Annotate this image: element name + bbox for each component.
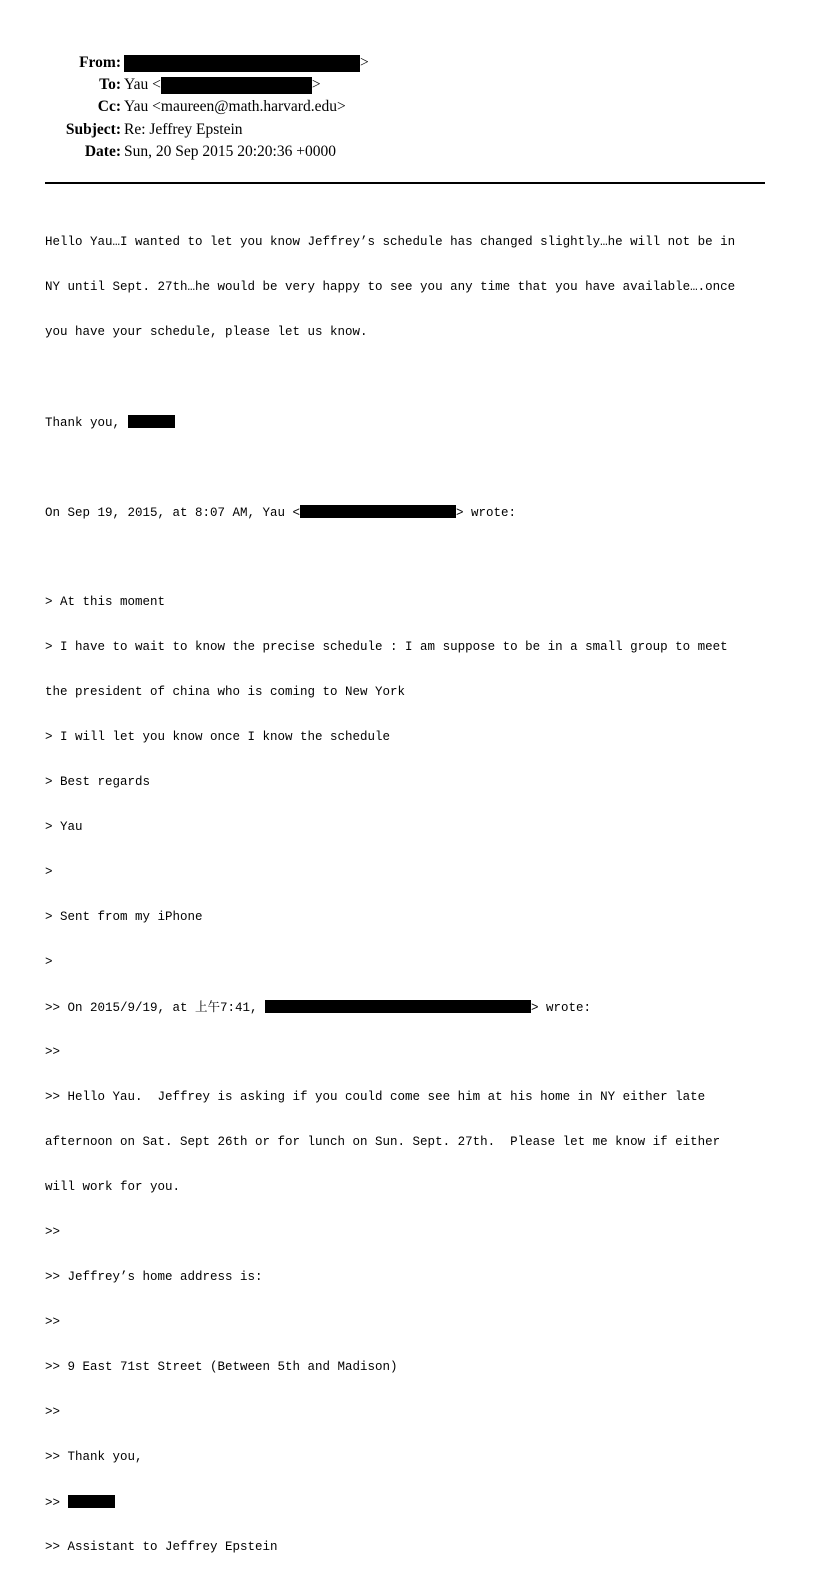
thanks-text: Thank you, (45, 416, 128, 430)
subject-value: Re: Jeffrey Epstein (124, 120, 243, 138)
redaction-box (124, 55, 360, 72)
body-line: NY until Sept. 27th…he would be very happy to see you any time that you have available….once (45, 280, 736, 294)
cc-row (0, 96, 816, 118)
redaction-box (68, 1495, 115, 1508)
from-value (124, 52, 369, 74)
nested-quoted-line: >> Thank you, (45, 1450, 143, 1464)
nested-signature-prefix: >> (45, 1496, 68, 1510)
to-row (0, 74, 816, 96)
quoted-line: > (45, 865, 53, 879)
subject-row (0, 119, 816, 141)
quoted-line: > I will let you know once I know the schedule (45, 730, 391, 744)
blank-line (45, 460, 770, 475)
signoff-line (45, 415, 770, 430)
body-line: Hello Yau…I wanted to let you know Jeffrey’s schedule has changed slightly…he will not be in (45, 235, 736, 249)
nested-quoted-line: >> 9 East 71st Street (Between 5th and Madison) (45, 1360, 398, 1374)
from-label: From: (79, 54, 121, 71)
date-value: Sun, 20 Sep 2015 20:20:36 +0000 (124, 142, 336, 160)
quoted-line: > (45, 955, 53, 969)
redaction-box (265, 1000, 531, 1013)
nested-quoted-line: >> (45, 1045, 61, 1059)
cc-value: Yau <maureen@math.harvard.edu> (124, 98, 346, 116)
nested-quoted-line: >> (45, 1405, 61, 1419)
nested-quoted-line: >> Assistant to Jeffrey Epstein (45, 1540, 278, 1554)
nested-quoted-line: >> Hello Yau. Jeffrey is asking if you could come see him at his home in NY either late (45, 1090, 706, 1104)
to-suffix: > (311, 76, 321, 94)
subject-label: Subject: (65, 120, 121, 138)
to-label: To: (99, 76, 121, 94)
quoted-line: > Best regards (45, 775, 151, 789)
reply-attribution (45, 505, 770, 520)
body-line: you have your schedule, please let us know. (45, 325, 368, 339)
nested-attribution-prefix: >> On 2015/9/19, at 上午7:41, (45, 1001, 266, 1015)
redaction-box (128, 415, 175, 428)
blank-line (45, 550, 770, 565)
redaction-box (161, 77, 312, 94)
nested-quoted-line: >> Jeffrey’s home address is: (45, 1270, 263, 1284)
quoted-line: > Sent from my iPhone (45, 910, 203, 924)
from-row (0, 52, 816, 74)
blank-line (45, 370, 770, 385)
nested-attribution (45, 1000, 770, 1015)
nested-quoted-line: afternoon on Sat. Sept 26th or for lunch on Sun. Sept. 27th. Please let me know if either (45, 1135, 721, 1149)
quoted-line: > Yau (45, 820, 83, 834)
date-label: Date: (84, 142, 121, 160)
quoted-line: > I have to wait to know the precise schedule : I am suppose to be in a small group to meet (45, 640, 728, 654)
email-header (0, 52, 816, 163)
redaction-box (300, 505, 456, 518)
email-body (45, 205, 770, 1570)
cc-label: Cc: (97, 98, 121, 116)
attribution-prefix: On Sep 19, 2015, at 8:07 AM, Yau < (45, 506, 301, 520)
date-row (0, 141, 816, 163)
nested-quoted-line: will work for you. (45, 1180, 181, 1194)
nested-quoted-line: >> (45, 1225, 61, 1239)
nested-quoted-line: >> (45, 1315, 61, 1329)
nested-signature-line (45, 1495, 770, 1510)
quoted-line: > At this moment (45, 595, 166, 609)
nested-attribution-suffix: > wrote: (531, 1001, 592, 1015)
attribution-suffix: > wrote: (456, 506, 517, 520)
to-prefix: Yau < (124, 76, 161, 94)
to-value (124, 74, 321, 96)
from-suffix: > (360, 54, 369, 71)
header-divider (45, 182, 765, 184)
quoted-line: the president of china who is coming to New York (45, 685, 406, 699)
